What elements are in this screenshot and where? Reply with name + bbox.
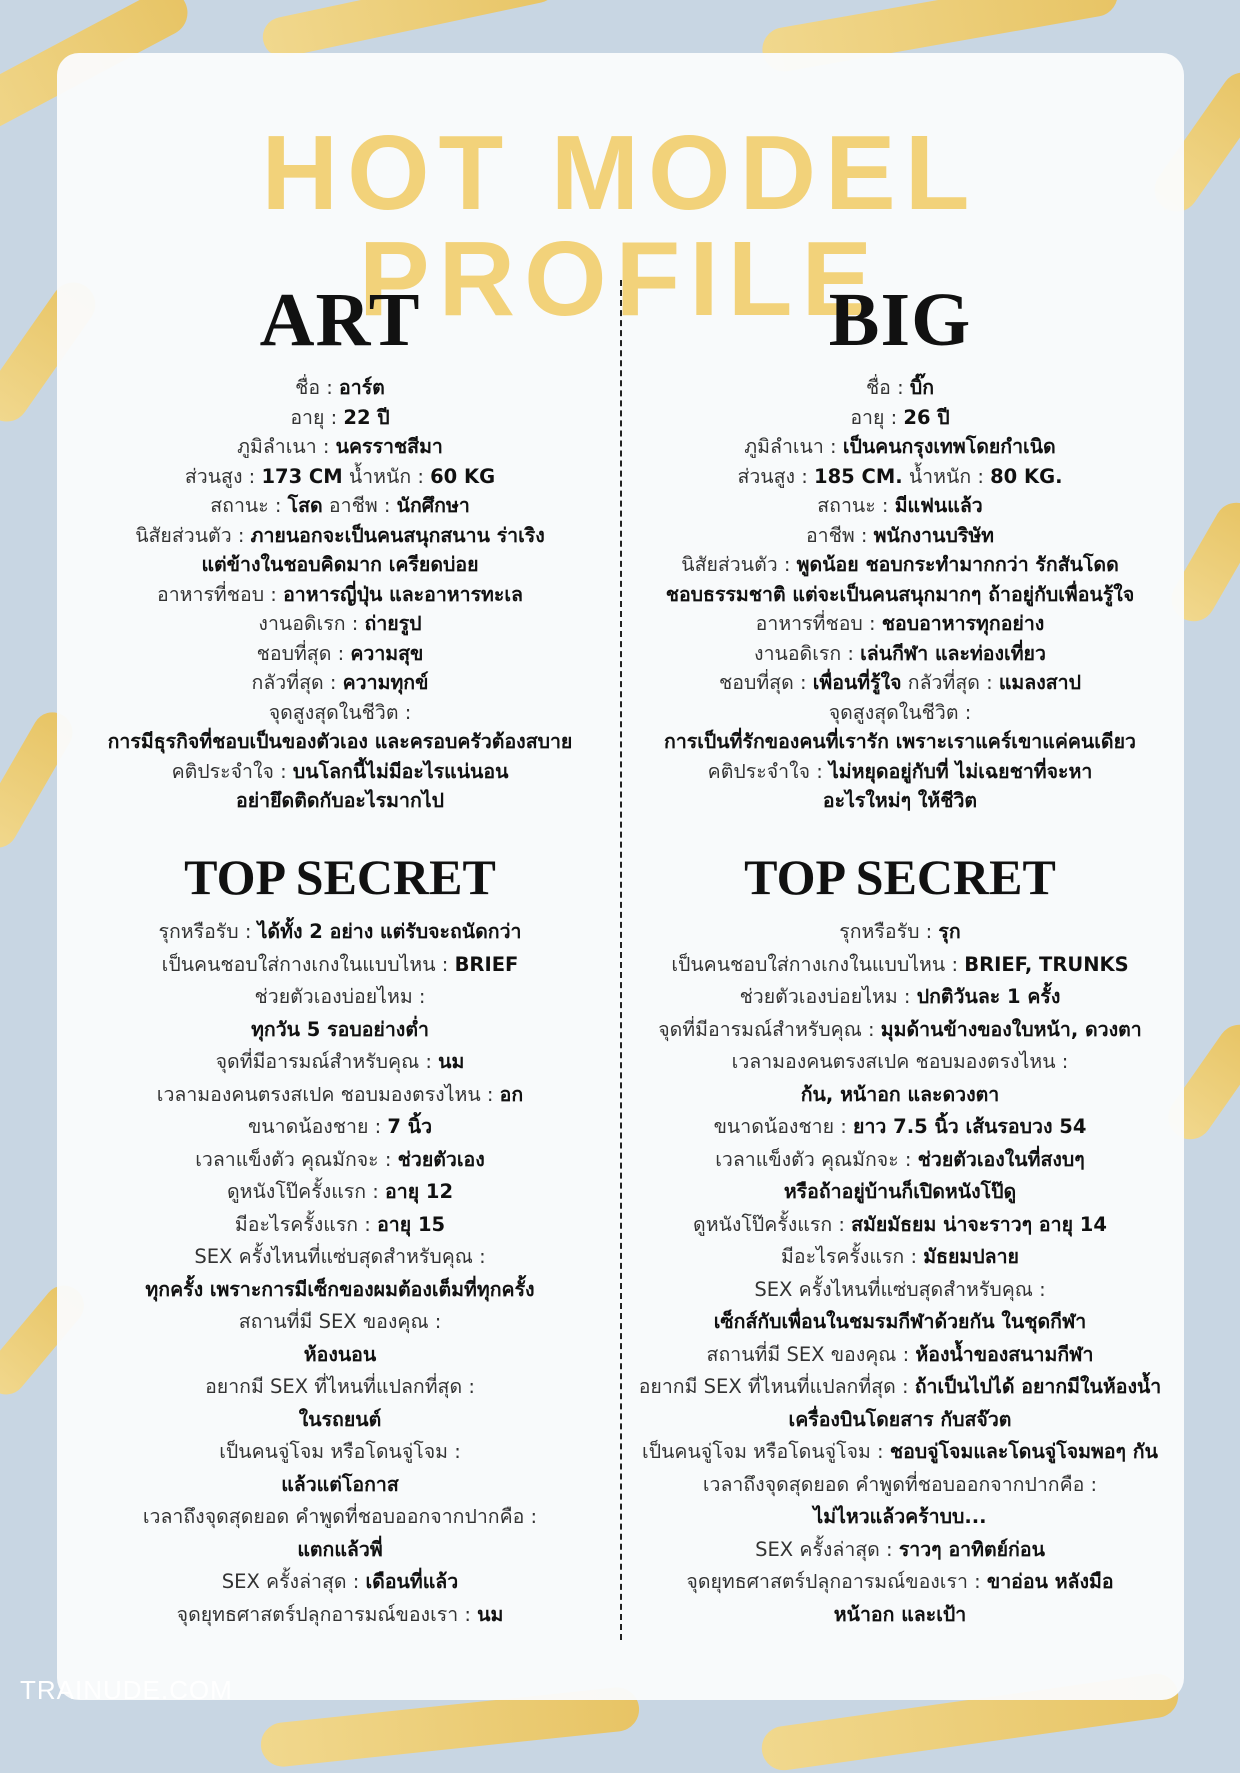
- info-line: [60, 757, 620, 787]
- field-value: ชอบอาหารทุกอย่าง: [881, 612, 1045, 635]
- info-line: [620, 1274, 1180, 1307]
- field-label: สถานะ :: [817, 494, 895, 517]
- field-label: อาหารที่ชอบ :: [156, 582, 284, 606]
- info-line: [620, 1046, 1180, 1079]
- field-value: นครราชสีมา: [335, 435, 443, 458]
- field-label: ส่วนสูง :: [737, 464, 815, 488]
- field-value: ทุกวัน 5 รอบอย่างต่ำ: [251, 1017, 429, 1041]
- field-value: อะไรใหม่ๆ ให้ชีวิต: [822, 789, 978, 812]
- field-label: รุกหรือรับ :: [158, 920, 258, 943]
- field-label: จุดที่มีอารมณ์สำหรับคุณ :: [215, 1050, 439, 1073]
- info-line: [60, 1501, 620, 1534]
- field-value: ชอบธรรมชาติ แต่จะเป็นคนสนุกมากๆ ถ้าอยู่กับเพื่อนรู้ใจ: [665, 582, 1135, 606]
- field-value: อก: [499, 1082, 524, 1106]
- info-line: [60, 1566, 620, 1599]
- info-line: [620, 550, 1180, 580]
- field-value: เดือนที่แล้ว: [365, 1570, 459, 1593]
- field-label: จุดที่มีอารมณ์สำหรับคุณ :: [658, 1017, 881, 1041]
- field-value: ปกติวันละ 1 ครั้ง: [916, 985, 1061, 1008]
- secret-column-right: [620, 849, 1180, 1631]
- field-label: เวลามองคนตรงสเปค ชอบมองตรงไหน :: [731, 1050, 1069, 1073]
- secret-column-left: [60, 849, 620, 1631]
- field-label: งานอดิเรก :: [754, 641, 861, 665]
- field-label: อยากมี SEX ที่ไหนที่แปลกที่สุด :: [638, 1375, 915, 1398]
- field-label: จุดยุทธศาสตร์ปลุกอารมณ์ของเรา :: [686, 1570, 987, 1593]
- secret-list: [60, 916, 620, 1631]
- field-value: ก้น, หน้าอก และดวงตา: [800, 1082, 1000, 1106]
- field-label: เป็นคนจู่โจม หรือโดนจู่โจม :: [642, 1440, 890, 1463]
- info-line: [60, 462, 620, 492]
- info-line: [620, 1014, 1180, 1047]
- info-line: [60, 1404, 620, 1437]
- field-value: ชอบจู่โจมและโดนจู่โจมพอๆ กัน: [889, 1440, 1158, 1463]
- info-line: [620, 786, 1180, 816]
- field-label: สถานที่มี SEX ของคุณ :: [238, 1310, 442, 1333]
- field-value: มัธยมปลาย: [923, 1245, 1019, 1268]
- field-label: เวลาแข็งตัว คุณมักจะ :: [715, 1147, 918, 1171]
- brush-stroke: [259, 0, 561, 61]
- field-value: หรือถ้าอยู่บ้านก็เปิดหนังโป๊ดู: [783, 1180, 1017, 1203]
- field-label: ชื่อ :: [865, 376, 910, 399]
- field-label: ชอบที่สุด :: [719, 671, 813, 694]
- field-label: ดูหนังโป๊ครั้งแรก :: [693, 1212, 852, 1236]
- field-value: โสด: [287, 494, 323, 517]
- field-label: รุกหรือรับ :: [839, 920, 939, 943]
- field-value: แต่ข้างในชอบคิดมาก เครียดบ่อย: [201, 553, 479, 576]
- info-line: [60, 786, 620, 816]
- field-value: การเป็นที่รักของคนที่เรารัก เพราะเราแคร์เขาแค่คนเดียว: [664, 730, 1136, 753]
- info-line: [620, 1209, 1180, 1242]
- field-label: ส่วนสูง :: [184, 464, 262, 488]
- field-label: อาหารที่ชอบ :: [755, 612, 882, 635]
- field-label: อายุ :: [290, 405, 344, 429]
- field-label: ช่วยตัวเองบ่อยไหม :: [739, 985, 917, 1008]
- info-line: [620, 1599, 1180, 1632]
- info-line: [60, 521, 620, 551]
- profile-list: [60, 373, 620, 816]
- field-label: เป็นคนชอบใส่กางเกงในแบบไหน :: [161, 952, 455, 976]
- field-value: มีแฟนแล้ว: [894, 494, 983, 517]
- info-line: [60, 1599, 620, 1632]
- page-title: HOT MODEL PROFILE: [261, 114, 979, 338]
- info-line: [60, 916, 620, 949]
- info-line: [60, 373, 620, 403]
- field-value: นม: [477, 1602, 504, 1626]
- info-line: [60, 432, 620, 462]
- info-line: [60, 949, 620, 982]
- info-line: [60, 1306, 620, 1339]
- secret-title: TOP SECRET: [184, 849, 496, 905]
- info-line: [620, 1144, 1180, 1177]
- field-label: มีอะไรครั้งแรก :: [234, 1212, 378, 1236]
- field-label: ขนาดน้องชาย :: [247, 1115, 388, 1138]
- field-value: ราวๆ อาทิตย์ก่อน: [898, 1537, 1045, 1561]
- field-label: นิสัยส่วนตัว :: [135, 523, 251, 547]
- field-label: งานอดิเรก :: [258, 612, 365, 635]
- field-value: อย่ายึดติดกับอะไรมากไป: [236, 789, 444, 812]
- field-value: นม: [438, 1050, 465, 1073]
- field-value: 7 นิ้ว: [387, 1115, 433, 1138]
- info-line: [620, 373, 1180, 403]
- field-label: ขนาดน้องชาย :: [713, 1115, 854, 1138]
- field-value: แล้วแต่โอกาส: [281, 1472, 399, 1496]
- field-value: แมลงสาป: [998, 671, 1081, 694]
- info-line: [620, 639, 1180, 669]
- secret-title: TOP SECRET: [744, 849, 1056, 905]
- field-value: พูดน้อย ชอบกระทำมากกว่า รักสันโดด: [796, 553, 1119, 576]
- info-line: [620, 609, 1180, 639]
- field-value: บนโลกนี้ไม่มีอะไรแน่นอน: [292, 759, 509, 783]
- info-line: [60, 1111, 620, 1144]
- field-value: เซ็กส์กับเพื่อนในชมรมกีฬาด้วยกัน ในชุดกีฬา: [713, 1310, 1087, 1333]
- info-line: [60, 580, 620, 610]
- field-value: อาหารญี่ปุ่น และอาหารทะเล: [283, 582, 524, 606]
- field-value: เพื่อนที่รู้ใจ: [812, 671, 902, 694]
- field-value: สมัยมัธยม น่าจะราวๆ อายุ 14: [851, 1212, 1107, 1236]
- info-line: [60, 491, 620, 521]
- field-value: อายุ 12: [385, 1180, 454, 1203]
- field-label: ช่วยตัวเองบ่อยไหม :: [254, 985, 426, 1008]
- field-value: 80 KG.: [990, 464, 1063, 488]
- info-line: [620, 1404, 1180, 1437]
- field-value: BRIEF: [454, 952, 519, 976]
- info-line: [60, 1176, 620, 1209]
- profile-column-right: [620, 278, 1180, 816]
- field-value: 22 ปี: [343, 405, 390, 429]
- field-value: พนักงานบริษัท: [873, 523, 995, 547]
- field-label: ภูมิลำเนา :: [744, 435, 843, 458]
- info-line: [60, 550, 620, 580]
- field-label: ชื่อ :: [295, 376, 340, 399]
- field-value: ขาอ่อน หลังมือ: [986, 1570, 1114, 1593]
- info-line: [60, 981, 620, 1014]
- field-value: ภายนอกจะเป็นคนสนุกสนาน ร่าเริง: [250, 523, 545, 547]
- field-label: SEX ครั้งไหนที่แซ่บสุดสำหรับคุณ :: [754, 1277, 1046, 1301]
- field-value: เครื่องบินโดยสาร กับสจ๊วต: [788, 1407, 1012, 1431]
- info-line: [620, 1306, 1180, 1339]
- field-label: เวลาถึงจุดสุดยอด คำพูดที่ชอบออกจากปากคือ :: [142, 1505, 538, 1528]
- field-label: อาชีพ :: [805, 523, 874, 547]
- field-value: อายุ 15: [377, 1212, 446, 1236]
- info-line: [620, 1534, 1180, 1567]
- info-line: [60, 698, 620, 728]
- info-line: [620, 491, 1180, 521]
- info-line: [620, 1501, 1180, 1534]
- info-line: [60, 727, 620, 757]
- field-label: นิสัยส่วนตัว :: [681, 553, 797, 576]
- field-value: นักศึกษา: [396, 494, 470, 517]
- field-label: SEX ครั้งไหนที่แซ่บสุดสำหรับคุณ :: [194, 1245, 486, 1268]
- field-label: เวลาถึงจุดสุดยอด คำพูดที่ชอบออกจากปากคือ :: [702, 1472, 1098, 1496]
- field-label: คติประจำใจ :: [171, 759, 293, 783]
- info-line: [60, 1079, 620, 1112]
- secret-list: [620, 916, 1180, 1631]
- field-label: อาชีพ :: [322, 494, 397, 517]
- field-label: อายุ :: [850, 405, 904, 429]
- info-line: [620, 916, 1180, 949]
- field-value: 26 ปี: [903, 405, 950, 429]
- profile-list: [620, 373, 1180, 816]
- field-value: เล่นกีฬา และท่องเที่ยว: [860, 641, 1046, 665]
- info-line: [620, 1436, 1180, 1469]
- info-line: [620, 1241, 1180, 1274]
- field-value: เป็นคนกรุงเทพโดยกำเนิด: [842, 435, 1056, 458]
- info-line: [60, 1371, 620, 1404]
- watermark: TRAINUDE.COM: [20, 1675, 233, 1705]
- field-label: เวลาแข็งตัว คุณมักจะ :: [195, 1147, 398, 1171]
- field-value: ความทุกข์: [342, 671, 429, 694]
- info-line: [60, 1014, 620, 1047]
- field-label: น้ำหนัก :: [342, 464, 431, 488]
- field-value: มุมด้านข้างของใบหน้า, ดวงตา: [880, 1017, 1142, 1041]
- field-value: ทุกครั้ง เพราะการมีเซ็กของผมต้องเต็มที่ทุกครั้ง: [145, 1277, 535, 1301]
- field-value: ยาว 7.5 นิ้ว เส้นรอบวง 54: [853, 1115, 1087, 1138]
- info-line: [620, 727, 1180, 757]
- info-line: [60, 609, 620, 639]
- field-label: เป็นคนจู่โจม หรือโดนจู่โจม :: [219, 1440, 461, 1463]
- info-line: [60, 668, 620, 698]
- field-value: 60 KG: [430, 464, 496, 488]
- field-value: ห้องนอน: [303, 1342, 377, 1366]
- field-value: ช่วยตัวเอง: [397, 1147, 485, 1171]
- field-label: สถานะ :: [210, 494, 288, 517]
- info-line: [60, 1144, 620, 1177]
- field-value: 185 CM.: [814, 464, 903, 488]
- info-line: [620, 1111, 1180, 1144]
- field-label: SEX ครั้งล่าสุด :: [221, 1570, 366, 1593]
- info-line: [60, 1046, 620, 1079]
- field-value: ถ้าเป็นไปได้ อยากมีในห้องน้ำ: [914, 1375, 1162, 1398]
- field-value: ในรถยนต์: [298, 1407, 382, 1431]
- field-label: กลัวที่สุด :: [251, 671, 343, 694]
- field-value: ช่วยตัวเองในที่สงบๆ: [917, 1147, 1085, 1171]
- field-value: แตกแล้วพี่: [297, 1537, 383, 1561]
- model-name: BIG: [828, 278, 972, 362]
- field-value: ความสุข: [350, 641, 424, 665]
- info-line: [620, 949, 1180, 982]
- field-value: รุก: [938, 920, 961, 943]
- field-label: SEX ครั้งล่าสุด :: [755, 1537, 899, 1561]
- info-line: [620, 1566, 1180, 1599]
- field-label: จุดยุทธศาสตร์ปลุกอารมณ์ของเรา :: [176, 1602, 478, 1626]
- info-line: [60, 1274, 620, 1307]
- info-line: [620, 1371, 1180, 1404]
- field-value: BRIEF, TRUNKS: [964, 952, 1129, 976]
- field-label: เป็นคนชอบใส่กางเกงในแบบไหน :: [671, 952, 965, 976]
- field-value: การมีธุรกิจที่ชอบเป็นของตัวเอง และครอบครัวต้องสบาย: [107, 730, 573, 753]
- field-label: จุดสูงสุดในชีวิต :: [268, 700, 412, 724]
- info-line: [60, 1339, 620, 1372]
- info-line: [620, 668, 1180, 698]
- info-line: [620, 757, 1180, 787]
- field-value: หน้าอก และเป้า: [833, 1602, 967, 1626]
- field-label: น้ำหนัก :: [902, 464, 991, 488]
- info-line: [620, 1339, 1180, 1372]
- model-name: ART: [259, 278, 421, 362]
- info-line: [620, 403, 1180, 433]
- field-value: ไม่ไหวแล้วคร้าบบ...: [813, 1505, 987, 1528]
- profile-column-left: [60, 278, 620, 816]
- field-label: ดูหนังโป๊ครั้งแรก :: [226, 1180, 386, 1203]
- field-label: ชอบที่สุด :: [256, 641, 351, 665]
- field-value: ไม่หยุดอยู่กับที่ ไม่เฉยชาที่จะหา: [828, 759, 1093, 783]
- info-line: [60, 1469, 620, 1502]
- field-label: จุดสูงสุดในชีวิต :: [828, 700, 972, 724]
- field-label: อยากมี SEX ที่ไหนที่แปลกที่สุด :: [205, 1375, 475, 1398]
- info-line: [60, 1209, 620, 1242]
- field-value: ถ่ายรูป: [364, 612, 422, 635]
- info-line: [620, 698, 1180, 728]
- field-value: บิ๊ก: [909, 376, 935, 399]
- info-line: [60, 1436, 620, 1469]
- info-line: [60, 403, 620, 433]
- info-line: [620, 1469, 1180, 1502]
- info-line: [60, 1241, 620, 1274]
- field-value: อาร์ต: [339, 376, 385, 399]
- field-label: ภูมิลำเนา :: [237, 435, 336, 458]
- info-line: [60, 1534, 620, 1567]
- info-line: [60, 639, 620, 669]
- field-value: ได้ทั้ง 2 อย่าง แต่รับจะถนัดกว่า: [257, 920, 522, 943]
- info-line: [620, 521, 1180, 551]
- field-label: กลัวที่สุด :: [901, 671, 999, 694]
- field-label: เวลามองคนตรงสเปค ชอบมองตรงไหน :: [156, 1082, 500, 1106]
- field-label: มีอะไรครั้งแรก :: [781, 1245, 924, 1268]
- field-value: ห้องน้ำของสนามกีฬา: [915, 1342, 1094, 1366]
- info-line: [620, 580, 1180, 610]
- info-line: [620, 432, 1180, 462]
- info-line: [620, 981, 1180, 1014]
- info-line: [620, 462, 1180, 492]
- info-line: [620, 1079, 1180, 1112]
- field-label: คติประจำใจ :: [707, 759, 829, 783]
- field-label: สถานที่มี SEX ของคุณ :: [706, 1342, 916, 1366]
- field-value: 173 CM: [261, 464, 343, 488]
- info-line: [620, 1176, 1180, 1209]
